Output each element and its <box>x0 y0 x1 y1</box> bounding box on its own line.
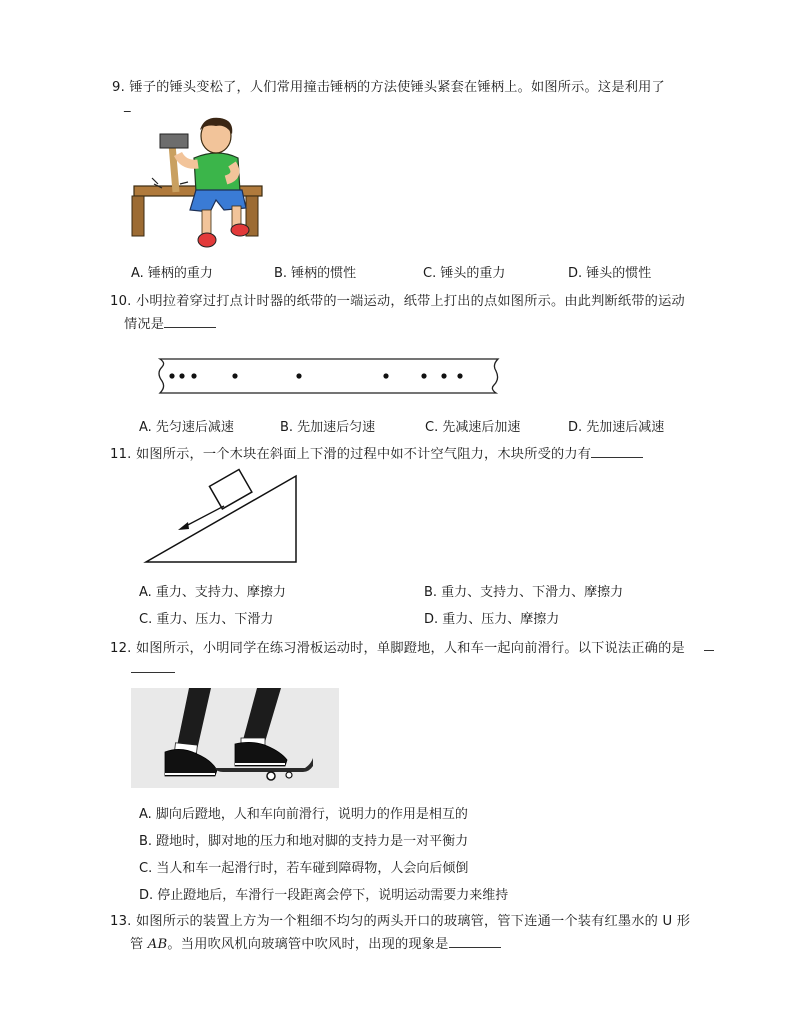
tape-dot <box>169 373 174 378</box>
q11-answer-blank[interactable] <box>591 445 643 458</box>
tape-dot <box>232 373 237 378</box>
q10-stem-cont-text: 情况是 <box>124 317 165 332</box>
q10-answer-blank[interactable] <box>164 315 216 328</box>
tape-dot <box>179 373 184 378</box>
wooden-block <box>209 469 251 508</box>
q12-option-b[interactable]: B. 蹬地时，脚对地的压力和地对脚的支持力是一对平衡力 <box>139 834 469 849</box>
tape-dot <box>191 373 196 378</box>
tape-dot <box>441 373 446 378</box>
q10-option-a[interactable]: A. 先匀速后减速 <box>139 420 234 435</box>
skateboard-photo <box>131 688 339 788</box>
q10-option-d[interactable]: D. 先加速后减速 <box>568 420 665 435</box>
q13-stem: 13. 如图所示的装置上方为一个粗细不均匀的两头开口的玻璃管，管下连通一个装有红墨水的 U 形 <box>110 914 691 929</box>
q10-stem-cont <box>124 313 216 332</box>
q12-stem: 12. 如图所示，小明同学在练习滑板运动时，单脚蹬地，人和车一起向前滑行。以下说法正确的是 <box>110 641 685 656</box>
q9-stem: 9. 锤子的锤头变松了，人们常用撞击锤柄的方法使锤头紧套在锤柄上。如图所示。这是利用了 <box>112 80 665 95</box>
q9-option-b[interactable]: B. 锤柄的惯性 <box>274 266 357 281</box>
q9-option-c[interactable]: C. 锤头的重力 <box>423 266 506 281</box>
q10-option-c[interactable]: C. 先减速后加速 <box>425 420 521 435</box>
q13-cont-pre: 管 <box>130 937 144 952</box>
q12-option-a[interactable]: A. 脚向后蹬地，人和车向前滑行，说明力的作用是相互的 <box>139 807 468 822</box>
tape-dot <box>457 373 462 378</box>
q13-answer-blank[interactable] <box>449 935 501 948</box>
q11-stem: 11. 如图所示，一个木块在斜面上下滑的过程中如不计空气阻力，木块所受的力有 <box>110 447 592 462</box>
tape-dot <box>421 373 426 378</box>
q9-stem-cont: _ <box>124 98 131 113</box>
paper-tape-illustration <box>154 355 504 397</box>
q11-option-a[interactable]: A. 重力、支持力、摩擦力 <box>139 585 286 600</box>
q9-option-d[interactable]: D. 锤头的惯性 <box>568 266 652 281</box>
q12-option-d[interactable]: D. 停止蹬地后，车滑行一段距离会停下，说明运动需要力来维持 <box>139 888 509 903</box>
incline-block-diagram <box>142 468 302 566</box>
q11-option-b[interactable]: B. 重力、支持力、下滑力、摩擦力 <box>424 585 624 600</box>
q13-cont-post: 。当用吹风机向玻璃管中吹风时，出现的现象是 <box>167 937 449 952</box>
q13-var-ab: AB <box>147 937 168 952</box>
q13-stem-cont <box>130 933 501 952</box>
tape-dot <box>296 373 301 378</box>
q10-option-b[interactable]: B. 先加速后匀速 <box>280 420 376 435</box>
hammer-man-illustration <box>128 114 268 254</box>
q12-option-c[interactable]: C. 当人和车一起滑行时，若车碰到障碍物，人会向后倾倒 <box>139 861 469 876</box>
q11-option-d[interactable]: D. 重力、压力、摩擦力 <box>424 612 560 627</box>
q12-answer-blank-start[interactable] <box>704 638 714 655</box>
q11-option-c[interactable]: C. 重力、压力、下滑力 <box>139 612 274 627</box>
q10-stem: 10. 小明拉着穿过打点计时器的纸带的一端运动，纸带上打出的点如图所示。由此判断纸带的运动 <box>110 294 685 309</box>
arrow-head-icon <box>178 522 189 530</box>
q11-stem-line <box>110 443 643 462</box>
q9-option-a[interactable]: A. 锤柄的重力 <box>131 266 213 281</box>
q12-answer-blank[interactable] <box>131 660 175 677</box>
tape-dot <box>383 373 388 378</box>
